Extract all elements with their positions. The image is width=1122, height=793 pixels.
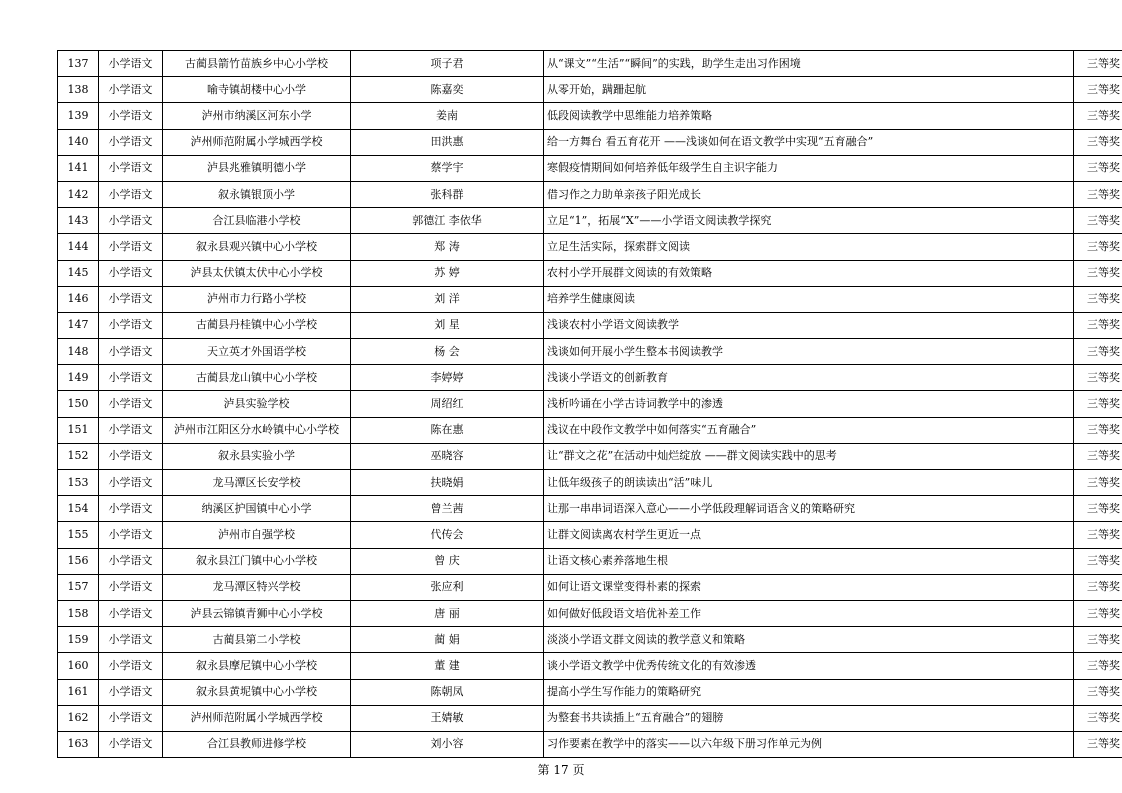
cell-author: 姜南: [351, 103, 544, 129]
cell-number: 150: [58, 391, 99, 417]
cell-award: 三等奖: [1074, 129, 1122, 155]
table-row: [58, 77, 1122, 103]
cell-paper-title: 从零开始，蹒跚起航: [544, 77, 1074, 103]
cell-school: 泸州市力行路小学校: [163, 286, 351, 312]
cell-paper-title: 谈小学语文教学中优秀传统文化的有效渗透: [544, 653, 1074, 679]
cell-school: 合江县临港小学校: [163, 208, 351, 234]
cell-paper-title: 淡淡小学语文群文阅读的教学意义和策略: [544, 627, 1074, 653]
page-number: 第 17 页: [537, 763, 585, 777]
cell-author: 曾 庆: [351, 548, 544, 574]
table-row: [58, 574, 1122, 600]
cell-author: 刘小容: [351, 731, 544, 757]
cell-paper-title: 如何让语文课堂变得朴素的探索: [544, 574, 1074, 600]
cell-school: 叙永县实验小学: [163, 443, 351, 469]
cell-school: 泸州市纳溪区河东小学: [163, 103, 351, 129]
cell-award: 三等奖: [1074, 653, 1122, 679]
cell-subject: 小学语文: [99, 129, 163, 155]
cell-school: 古蔺县丹桂镇中心小学校: [163, 312, 351, 338]
cell-subject: 小学语文: [99, 312, 163, 338]
cell-author: 扶晓娟: [351, 470, 544, 496]
cell-author: 张科群: [351, 181, 544, 207]
cell-number: 153: [58, 470, 99, 496]
cell-paper-title: 浅析吟诵在小学古诗词教学中的渗透: [544, 391, 1074, 417]
cell-paper-title: 农村小学开展群文阅读的有效策略: [544, 260, 1074, 286]
cell-award: 三等奖: [1074, 443, 1122, 469]
cell-author: 陈嘉奕: [351, 77, 544, 103]
cell-number: 158: [58, 600, 99, 626]
table-row: [58, 417, 1122, 443]
cell-paper-title: 浅议在中段作文教学中如何落实“五育融合”: [544, 417, 1074, 443]
cell-author: 周绍红: [351, 391, 544, 417]
table-row: [58, 155, 1122, 181]
table-row: [58, 548, 1122, 574]
cell-subject: 小学语文: [99, 548, 163, 574]
cell-author: 蔺 娟: [351, 627, 544, 653]
cell-award: 三等奖: [1074, 286, 1122, 312]
table-row: [58, 496, 1122, 522]
cell-number: 163: [58, 731, 99, 757]
table-row: [58, 260, 1122, 286]
table-row: [58, 443, 1122, 469]
cell-award: 三等奖: [1074, 679, 1122, 705]
cell-author: 刘 洋: [351, 286, 544, 312]
cell-award: 三等奖: [1074, 77, 1122, 103]
cell-subject: 小学语文: [99, 208, 163, 234]
cell-paper-title: 立足生活实际，探索群文阅读: [544, 234, 1074, 260]
cell-subject: 小学语文: [99, 496, 163, 522]
cell-award: 三等奖: [1074, 103, 1122, 129]
cell-number: 157: [58, 574, 99, 600]
cell-number: 138: [58, 77, 99, 103]
awards-table: [57, 50, 1122, 758]
table-row: [58, 312, 1122, 338]
cell-author: 刘 星: [351, 312, 544, 338]
cell-author: 郭德江 李依华: [351, 208, 544, 234]
cell-subject: 小学语文: [99, 155, 163, 181]
cell-school: 叙永县江门镇中心小学校: [163, 548, 351, 574]
cell-subject: 小学语文: [99, 522, 163, 548]
cell-award: 三等奖: [1074, 312, 1122, 338]
cell-paper-title: 让那一串串词语深入意心——小学低段理解词语含义的策略研究: [544, 496, 1074, 522]
cell-subject: 小学语文: [99, 260, 163, 286]
cell-school: 叙永镇银顶小学: [163, 181, 351, 207]
cell-number: 139: [58, 103, 99, 129]
cell-award: 三等奖: [1074, 391, 1122, 417]
cell-award: 三等奖: [1074, 731, 1122, 757]
cell-subject: 小学语文: [99, 286, 163, 312]
cell-subject: 小学语文: [99, 600, 163, 626]
cell-subject: 小学语文: [99, 731, 163, 757]
cell-subject: 小学语文: [99, 679, 163, 705]
cell-school: 龙马潭区长安学校: [163, 470, 351, 496]
cell-number: 142: [58, 181, 99, 207]
table-row: [58, 600, 1122, 626]
cell-award: 三等奖: [1074, 155, 1122, 181]
cell-award: 三等奖: [1074, 574, 1122, 600]
cell-award: 三等奖: [1074, 234, 1122, 260]
cell-number: 145: [58, 260, 99, 286]
cell-number: 137: [58, 51, 99, 77]
cell-paper-title: 提高小学生写作能力的策略研究: [544, 679, 1074, 705]
cell-subject: 小学语文: [99, 443, 163, 469]
cell-number: 141: [58, 155, 99, 181]
cell-school: 叙永县黄坭镇中心小学校: [163, 679, 351, 705]
cell-number: 159: [58, 627, 99, 653]
table-row: [58, 339, 1122, 365]
cell-author: 项子君: [351, 51, 544, 77]
cell-paper-title: 如何做好低段语文培优补差工作: [544, 600, 1074, 626]
cell-award: 三等奖: [1074, 496, 1122, 522]
cell-number: 156: [58, 548, 99, 574]
cell-paper-title: 让“群文之花”在活动中灿烂绽放 ——群文阅读实践中的思考: [544, 443, 1074, 469]
cell-award: 三等奖: [1074, 522, 1122, 548]
cell-paper-title: 让语文核心素养落地生根: [544, 548, 1074, 574]
cell-school: 泸县兆雅镇明德小学: [163, 155, 351, 181]
table-row: [58, 286, 1122, 312]
cell-subject: 小学语文: [99, 234, 163, 260]
table-row: [58, 103, 1122, 129]
cell-author: 唐 丽: [351, 600, 544, 626]
cell-author: 郑 涛: [351, 234, 544, 260]
cell-award: 三等奖: [1074, 365, 1122, 391]
cell-author: 张应利: [351, 574, 544, 600]
cell-author: 代传会: [351, 522, 544, 548]
cell-school: 喻寺镇胡楼中心小学: [163, 77, 351, 103]
cell-paper-title: 让群文阅读离农村学生更近一点: [544, 522, 1074, 548]
cell-number: 146: [58, 286, 99, 312]
cell-author: 苏 婷: [351, 260, 544, 286]
table-row: [58, 51, 1122, 77]
cell-award: 三等奖: [1074, 548, 1122, 574]
cell-school: 天立英才外国语学校: [163, 339, 351, 365]
cell-number: 155: [58, 522, 99, 548]
table-row: [58, 470, 1122, 496]
cell-author: 杨 会: [351, 339, 544, 365]
cell-school: 泸州师范附属小学城西学校: [163, 705, 351, 731]
cell-paper-title: 浅谈小学语文的创新教育: [544, 365, 1074, 391]
cell-paper-title: 浅谈如何开展小学生整本书阅读教学: [544, 339, 1074, 365]
cell-number: 162: [58, 705, 99, 731]
cell-school: 古蔺县第二小学校: [163, 627, 351, 653]
cell-number: 147: [58, 312, 99, 338]
cell-paper-title: 给一方舞台 看五育花开 ——浅谈如何在语文教学中实现“五育融合”: [544, 129, 1074, 155]
table-row: [58, 627, 1122, 653]
cell-paper-title: 借习作之力助单亲孩子阳光成长: [544, 181, 1074, 207]
cell-paper-title: 立足“1”，拓展“X”——小学语文阅读教学探究: [544, 208, 1074, 234]
cell-subject: 小学语文: [99, 181, 163, 207]
cell-paper-title: 寒假疫情期间如何培养低年级学生自主识字能力: [544, 155, 1074, 181]
table-row: [58, 522, 1122, 548]
cell-subject: 小学语文: [99, 705, 163, 731]
cell-award: 三等奖: [1074, 51, 1122, 77]
cell-number: 151: [58, 417, 99, 443]
cell-school: 泸州市自强学校: [163, 522, 351, 548]
cell-school: 泸县云锦镇青狮中心小学校: [163, 600, 351, 626]
cell-award: 三等奖: [1074, 208, 1122, 234]
cell-school: 纳溪区护国镇中心小学: [163, 496, 351, 522]
table-row: [58, 653, 1122, 679]
table-row: [58, 705, 1122, 731]
cell-paper-title: 习作要素在教学中的落实——以六年级下册习作单元为例: [544, 731, 1074, 757]
cell-subject: 小学语文: [99, 627, 163, 653]
cell-school: 龙马潭区特兴学校: [163, 574, 351, 600]
awards-table-body: [58, 51, 1122, 758]
cell-number: 160: [58, 653, 99, 679]
table-row: [58, 129, 1122, 155]
cell-author: 巫晓容: [351, 443, 544, 469]
table-row: [58, 181, 1122, 207]
table-row: [58, 234, 1122, 260]
cell-award: 三等奖: [1074, 627, 1122, 653]
cell-award: 三等奖: [1074, 260, 1122, 286]
table-row: [58, 365, 1122, 391]
table-row: [58, 731, 1122, 757]
table-row: [58, 679, 1122, 705]
cell-subject: 小学语文: [99, 391, 163, 417]
cell-subject: 小学语文: [99, 365, 163, 391]
cell-subject: 小学语文: [99, 103, 163, 129]
cell-school: 泸州师范附属小学城西学校: [163, 129, 351, 155]
cell-school: 叙永县摩尼镇中心小学校: [163, 653, 351, 679]
cell-paper-title: 从“课文”“生活”“瞬间”的实践，助学生走出习作困境: [544, 51, 1074, 77]
cell-school: 泸县太伏镇太伏中心小学校: [163, 260, 351, 286]
cell-number: 148: [58, 339, 99, 365]
cell-award: 三等奖: [1074, 470, 1122, 496]
cell-author: 王婧敏: [351, 705, 544, 731]
cell-award: 三等奖: [1074, 181, 1122, 207]
cell-author: 陈在惠: [351, 417, 544, 443]
cell-school: 古蔺县箭竹苗族乡中心小学校: [163, 51, 351, 77]
cell-award: 三等奖: [1074, 339, 1122, 365]
cell-subject: 小学语文: [99, 470, 163, 496]
cell-number: 140: [58, 129, 99, 155]
cell-paper-title: 浅谈农村小学语文阅读教学: [544, 312, 1074, 338]
cell-subject: 小学语文: [99, 417, 163, 443]
cell-subject: 小学语文: [99, 51, 163, 77]
cell-author: 李婷婷: [351, 365, 544, 391]
cell-number: 154: [58, 496, 99, 522]
cell-author: 蔡学宇: [351, 155, 544, 181]
cell-school: 泸州市江阳区分水岭镇中心小学校: [163, 417, 351, 443]
cell-paper-title: 为整套书共读插上“五育融合”的翅膀: [544, 705, 1074, 731]
cell-number: 161: [58, 679, 99, 705]
cell-author: 陈朝凤: [351, 679, 544, 705]
cell-number: 144: [58, 234, 99, 260]
cell-number: 143: [58, 208, 99, 234]
cell-subject: 小学语文: [99, 339, 163, 365]
cell-number: 152: [58, 443, 99, 469]
cell-school: 合江县教师进修学校: [163, 731, 351, 757]
cell-author: 曾兰茜: [351, 496, 544, 522]
cell-award: 三等奖: [1074, 417, 1122, 443]
cell-school: 泸县实验学校: [163, 391, 351, 417]
cell-paper-title: 让低年级孩子的朗读读出“活”味儿: [544, 470, 1074, 496]
cell-number: 149: [58, 365, 99, 391]
cell-author: 田洪惠: [351, 129, 544, 155]
cell-paper-title: 培养学生健康阅读: [544, 286, 1074, 312]
cell-paper-title: 低段阅读教学中思维能力培养策略: [544, 103, 1074, 129]
cell-award: 三等奖: [1074, 705, 1122, 731]
cell-subject: 小学语文: [99, 653, 163, 679]
cell-school: 叙永县观兴镇中心小学校: [163, 234, 351, 260]
table-row: [58, 208, 1122, 234]
cell-author: 董 建: [351, 653, 544, 679]
cell-school: 古蔺县龙山镇中心小学校: [163, 365, 351, 391]
table-row: [58, 391, 1122, 417]
cell-subject: 小学语文: [99, 77, 163, 103]
cell-subject: 小学语文: [99, 574, 163, 600]
cell-award: 三等奖: [1074, 600, 1122, 626]
